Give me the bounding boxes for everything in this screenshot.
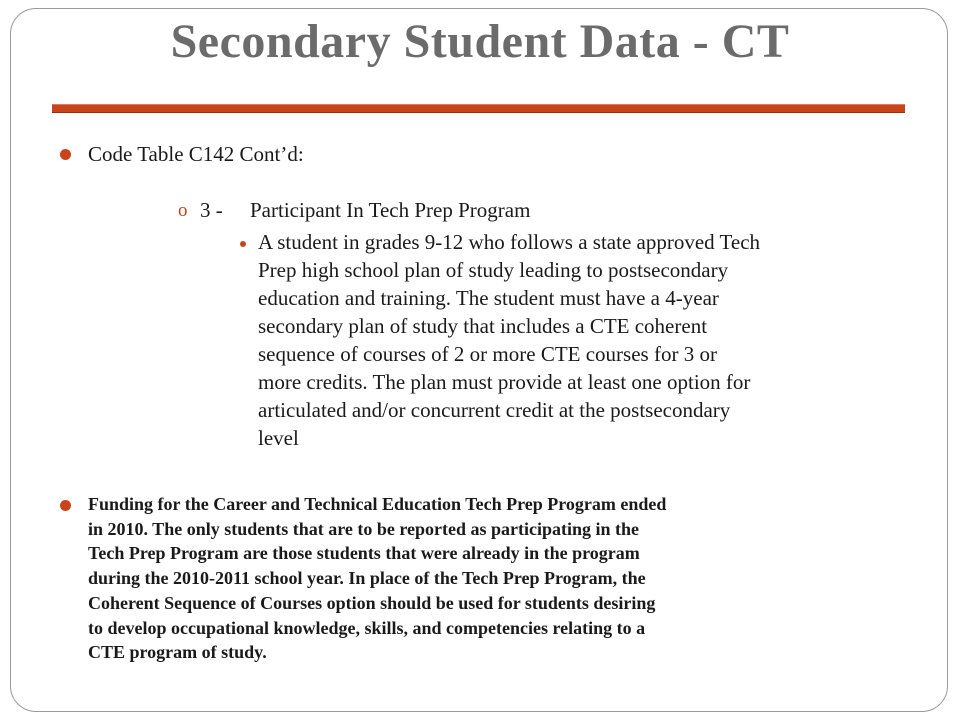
- sub-item-label: Participant In Tech Prep Program: [250, 198, 531, 222]
- slide-title: Secondary Student Data - CT: [170, 15, 790, 68]
- description-line: level: [258, 426, 299, 450]
- sub-sub-bullet-dot-icon: [240, 241, 246, 247]
- sub-item-number: 3 -: [200, 198, 223, 222]
- title-divider: [52, 104, 905, 113]
- funding-line: Coherent Sequence of Courses option should be used for students desiring: [88, 592, 656, 613]
- sub-item: [200, 196, 530, 224]
- funding-line: to develop occupational knowledge, skills, and competencies relating to a: [88, 617, 646, 638]
- sub-bullet-o-icon: o: [178, 200, 188, 221]
- description-line: secondary plan of study that includes a CTE coherent: [258, 314, 708, 338]
- funding-line: Funding for the Career and Technical Education Tech Prep Program ended: [88, 494, 667, 514]
- sub-item-description: [258, 228, 898, 452]
- bullet-dot-icon: [60, 149, 71, 160]
- code-table-heading: Code Table C142 Cont’d:: [88, 142, 304, 166]
- description-line: A student in grades 9-12 who follows a state approved Tech: [258, 230, 761, 254]
- bullet-dot-icon: [60, 500, 71, 511]
- description-line: articulated and/or concurrent credit at the postsecondary: [258, 398, 731, 422]
- funding-line: Tech Prep Program are those students that were already in the program: [88, 543, 640, 564]
- description-line: education and training. The student must have a 4-year: [258, 286, 719, 310]
- description-line: sequence of courses of 2 or more CTE courses for 3 or: [258, 342, 717, 366]
- funding-line: CTE program of study.: [88, 642, 267, 663]
- description-line: more credits. The plan must provide at least one option for: [258, 370, 751, 394]
- funding-line: during the 2010-2011 school year. In place of the Tech Prep Program, the: [88, 568, 646, 589]
- description-line: Prep high school plan of study leading to postsecondary: [258, 258, 729, 282]
- funding-note: [88, 492, 908, 665]
- funding-line: in 2010. The only students that are to be reported as participating in the: [88, 518, 640, 539]
